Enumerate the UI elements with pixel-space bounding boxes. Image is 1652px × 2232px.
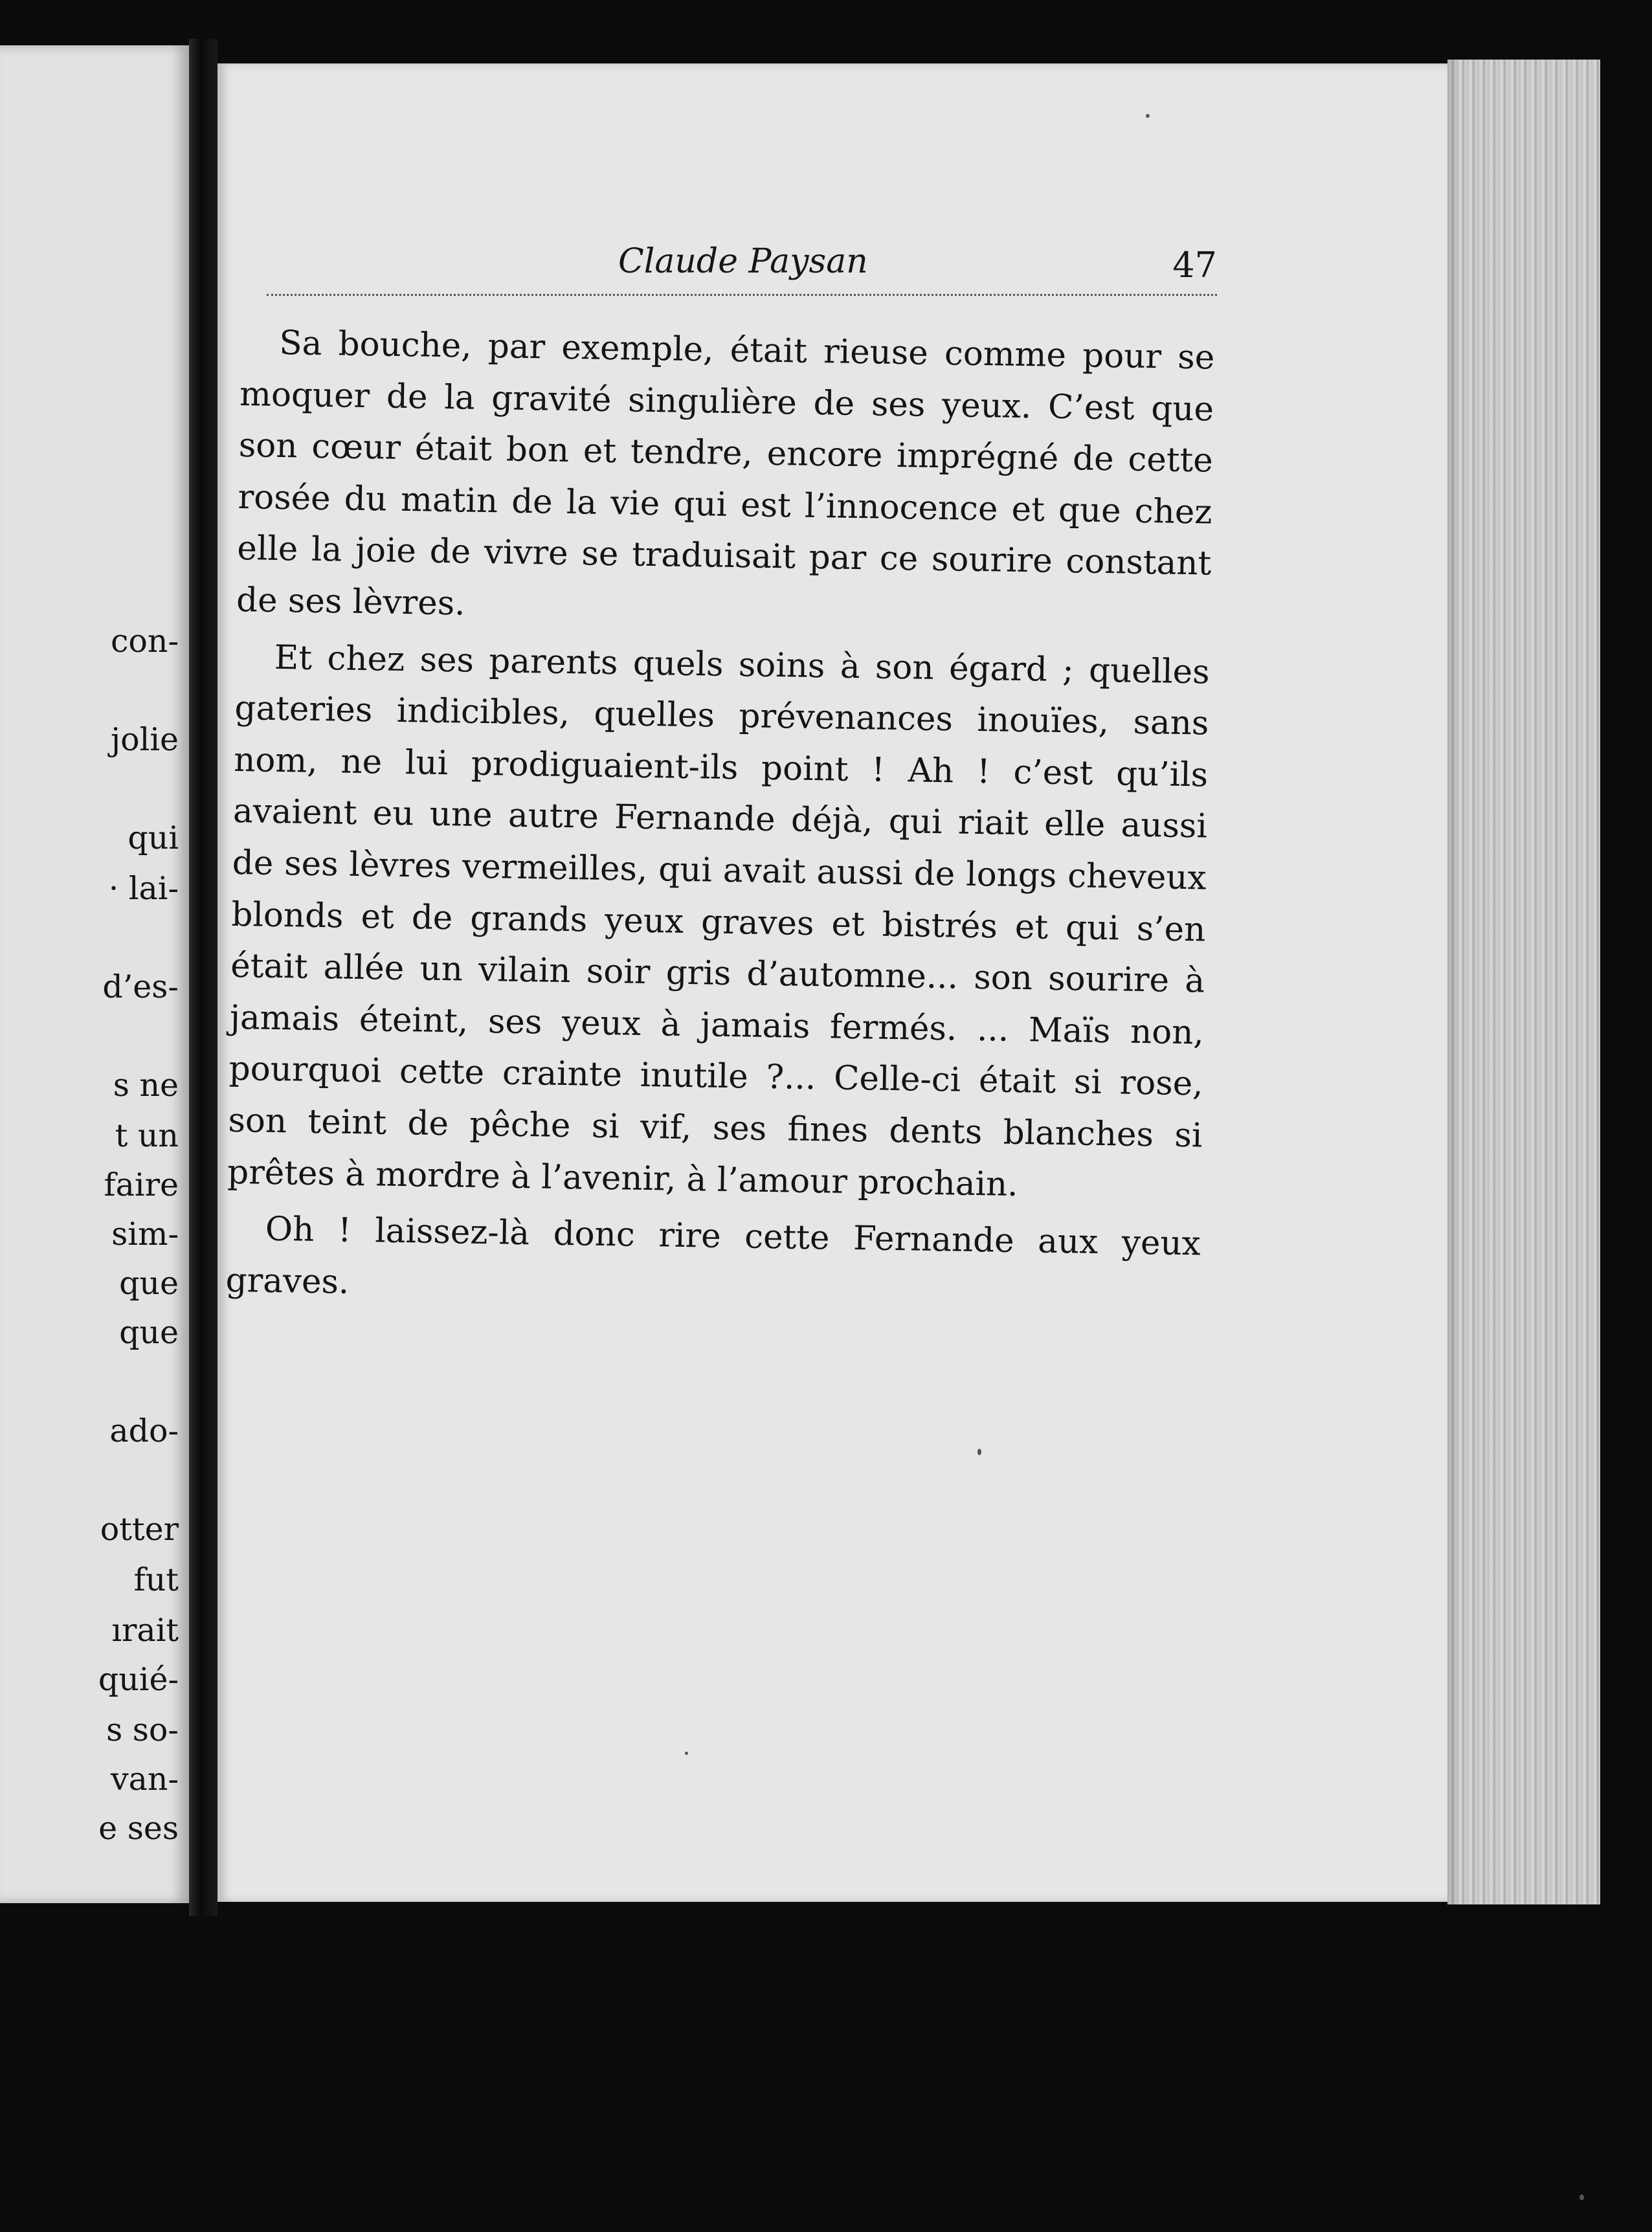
- left-line-fragment: que: [119, 1265, 179, 1302]
- left-line-fragment: que: [119, 1314, 179, 1351]
- page-number: 47: [1172, 245, 1217, 285]
- scan-speck: [685, 1752, 688, 1755]
- paragraph: Et chez ses parents quels soins à son égard ; quelles gateries indicibles, quelles prévenances inouïes, sans nom, ne lui prodiguaient-ils point ! Ah ! c’est qu’ils avaient eu une autre Fernande déjà, qui riait elle aussi de ses lèvres vermeilles, qui avait aussi de longs cheveux blonds et de grands yeux graves et bistrés et qui s’en était allée un vilain soir gris d’automne... son sourire à jamais éteint, ses yeux à jamais fermés. ... Maïs non, pourquoi cette crainte inutile ?... Celle-ci était si rose, son teint de pêche si vif, ses fines dents blanches si prêtes à mordre à l’avenir, à l’amour prochain.: [227, 638, 1211, 1204]
- running-title: Claude Paysan: [618, 242, 868, 281]
- left-line-fragment: ırait: [111, 1612, 179, 1649]
- left-line-fragment: faire: [104, 1166, 179, 1203]
- book-gutter: [189, 39, 218, 1916]
- left-line-fragment: s so-: [106, 1712, 179, 1748]
- left-line-fragment: qui: [128, 820, 179, 856]
- page-header: [259, 238, 1217, 290]
- scan-speck: [1579, 2194, 1584, 2200]
- left-line-fragment: otter: [100, 1511, 179, 1548]
- paragraph: Oh ! laissez-là donc rire cette Fernande aux yeux graves.: [225, 1209, 1201, 1302]
- scan-speck: [977, 1449, 981, 1455]
- left-page-text-fragments: [0, 45, 179, 1903]
- page-edges: [1447, 60, 1600, 1904]
- header-rule: [267, 294, 1217, 296]
- body-text: [225, 317, 1215, 1322]
- scan-speck: [1146, 114, 1150, 118]
- left-line-fragment: · lai-: [108, 870, 179, 907]
- left-page: [0, 45, 189, 1903]
- left-line-fragment: ado-: [109, 1412, 179, 1449]
- paragraph: Sa bouche, par exemple, était rieuse comme pour se moquer de la gravité singulière de ses yeux. C’est que son cœur était bon et tendre, encore imprégné de cette rosée du matin de la vie qui est l’innocence et que chez elle la joie de vivre se traduisait par ce sourire constant de ses lèvres.: [236, 323, 1215, 623]
- left-line-fragment: s ne: [113, 1067, 179, 1104]
- left-line-fragment: con-: [110, 623, 179, 660]
- page-edge-shadow: [1447, 60, 1460, 1904]
- left-line-fragment: van-: [110, 1761, 179, 1798]
- left-line-fragment: d’es-: [102, 968, 179, 1005]
- left-line-fragment: sim-: [111, 1216, 179, 1253]
- left-line-fragment: fut: [133, 1561, 179, 1598]
- left-line-fragment: t un: [115, 1117, 179, 1154]
- left-line-fragment: e ses: [98, 1810, 179, 1847]
- left-line-fragment: jolie: [110, 721, 179, 758]
- left-line-fragment: quié-: [98, 1661, 179, 1698]
